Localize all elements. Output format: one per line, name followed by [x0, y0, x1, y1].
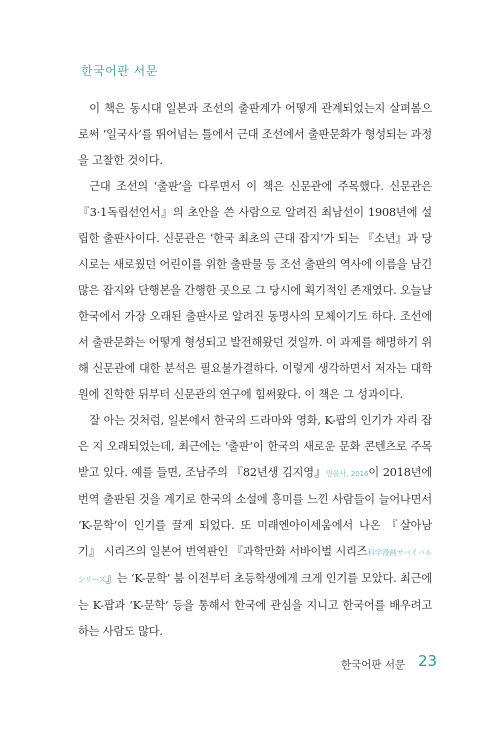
paragraph-1: [78, 96, 432, 174]
paragraph-3-text-b: 이 2018년에 번역 출판된 것을 계기로 한국의 소설에 흥미를 느낀 사람들이 늘어나면서 ‘K-문학’이 인기를 끌게 되었다. 또 미래엔아이세움에서 나온 『살아남기』 시리즈의 일본어 번역판인 『과학만화 서바이벌 시리즈: [78, 466, 433, 558]
paragraph-1-text: 이 책은 동시대 일본과 조선의 출판계가 어떻게 관계되었는지 살펴봄으로써 ‘일국사’를 뛰어넘는 틀에서 근대 조선에서 출판문화가 형성되는 과정을 고찰한 것이다.: [78, 102, 432, 167]
page-number: 23: [418, 652, 438, 670]
paragraph-3-text-a: 잘 아는 것처럼, 일본에서 한국의 드라마와 영화, K-팝의 인기가 자리 잡은 지 오래되었는데, 최근에는 ‘출판’이 한국의 새로운 문화 콘텐츠로 주목받고 있다. 예를 들면, 조남주의 『82년생 김지영』: [78, 414, 432, 479]
paragraph-2: [78, 174, 432, 408]
paragraph-3-text-c: 』는 ‘K-문학’ 붐 이전부터 초등학생에게 크게 인기를 모았다. 최근에는 K-팝과 ‘K-문학’ 등을 통해서 한국에 관심을 지니고 한국어를 배우려고 하는 사람도 많다.: [78, 572, 432, 638]
paragraph-3: [78, 408, 432, 645]
section-heading: 한국어판 서문: [81, 64, 158, 78]
japanese-title-note: 科学漫画サバイバルシリーズ: [78, 548, 432, 584]
paragraph-2-text: 근대 조선의 ‘출판’을 다루면서 이 책은 신문관에 주목했다. 신문관은 『3·1독립선언서』의 초안을 쓴 사람으로 알려진 최남선이 1908년에 설립한 출판사이다. 신문관은 ‘한국 최초의 근대 잡지’가 되는 『소년』과 당시로는 새로웠던 어린이를 위한 출판물 등 조선 출판의 역사에 이름을 남긴 많은 잡지와 단행본을 간행한 곳으로 그 당시에 획기적인 존재였다. 오늘날 한국에서 가장 오래된 출판사로 알려진 동명사의 모체이기도 하다. 조선에서 출판문화는 어떻게 형성되고 발전해왔던 것일까. 이 과제를 해명하기 위해 신문관에 대한 분석은 필요불가결하다. 이렇게 생각하면서 저자는 대학원에 진학한 뒤부터 신문관의 연구에 힘써왔다. 이 책은 그 성과이다.: [78, 180, 432, 401]
running-footer-title: 한국어판 서문: [341, 659, 406, 671]
citation-note: 민음사, 2016: [325, 469, 369, 478]
body-text: [78, 96, 432, 645]
